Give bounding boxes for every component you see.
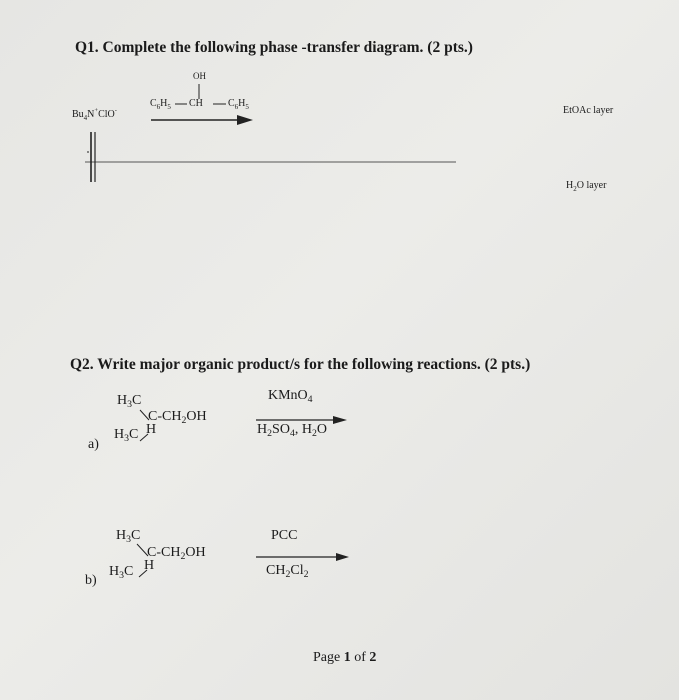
q2a-label: a) [88, 437, 99, 452]
q2a-center: $C-CH_2OH$ [148, 409, 207, 426]
q2-title: Q2. Write major organic product/s for the following reactions. (2 pts.) [70, 356, 531, 373]
q2b-reagent-bottom: $CH_2Cl_2$ [266, 563, 309, 580]
q2b-top-methyl: $H_3C$ [116, 528, 141, 545]
q2b-bottom-methyl: $H_3C$ [109, 564, 134, 581]
q2b-arrow-head [336, 553, 349, 561]
q1-substrate-center: CH [189, 98, 203, 109]
aqueous-layer-label: $H_2O$ layer [566, 180, 607, 193]
q2b-center: $C-CH_2OH$ [147, 545, 206, 562]
q2a-reagent-top: KMnO$_4$ [268, 388, 313, 405]
page-number: Page 1 of 2 [313, 650, 377, 665]
q2a-reagent-bottom: $H_2SO_4$, $H_2O$ [257, 422, 327, 439]
q2a-h: H [146, 422, 157, 437]
q2b-label: b) [85, 573, 97, 588]
q2b-reagent-top: PCC [271, 528, 298, 543]
q1-reagent: $Bu_4N^+ClO^-$ [72, 107, 117, 122]
q1-arrow-head [237, 115, 253, 125]
q1-title: Q1. Complete the following phase -transfer diagram. (2 pts.) [75, 39, 473, 56]
q1-oh-label: OH [193, 71, 206, 81]
q1-substrate-left: $C_6H_5$ [150, 98, 171, 111]
q2a-bottom-methyl: $H_3C$ [114, 427, 139, 444]
q1-substrate-right: $C_6H_5$ [228, 98, 249, 111]
q2b-h: H [144, 558, 155, 573]
organic-layer-label: EtOAc layer [563, 105, 614, 116]
q2a-top-methyl: $H_3C$ [117, 393, 142, 410]
q2a-arrow-head [333, 416, 347, 424]
